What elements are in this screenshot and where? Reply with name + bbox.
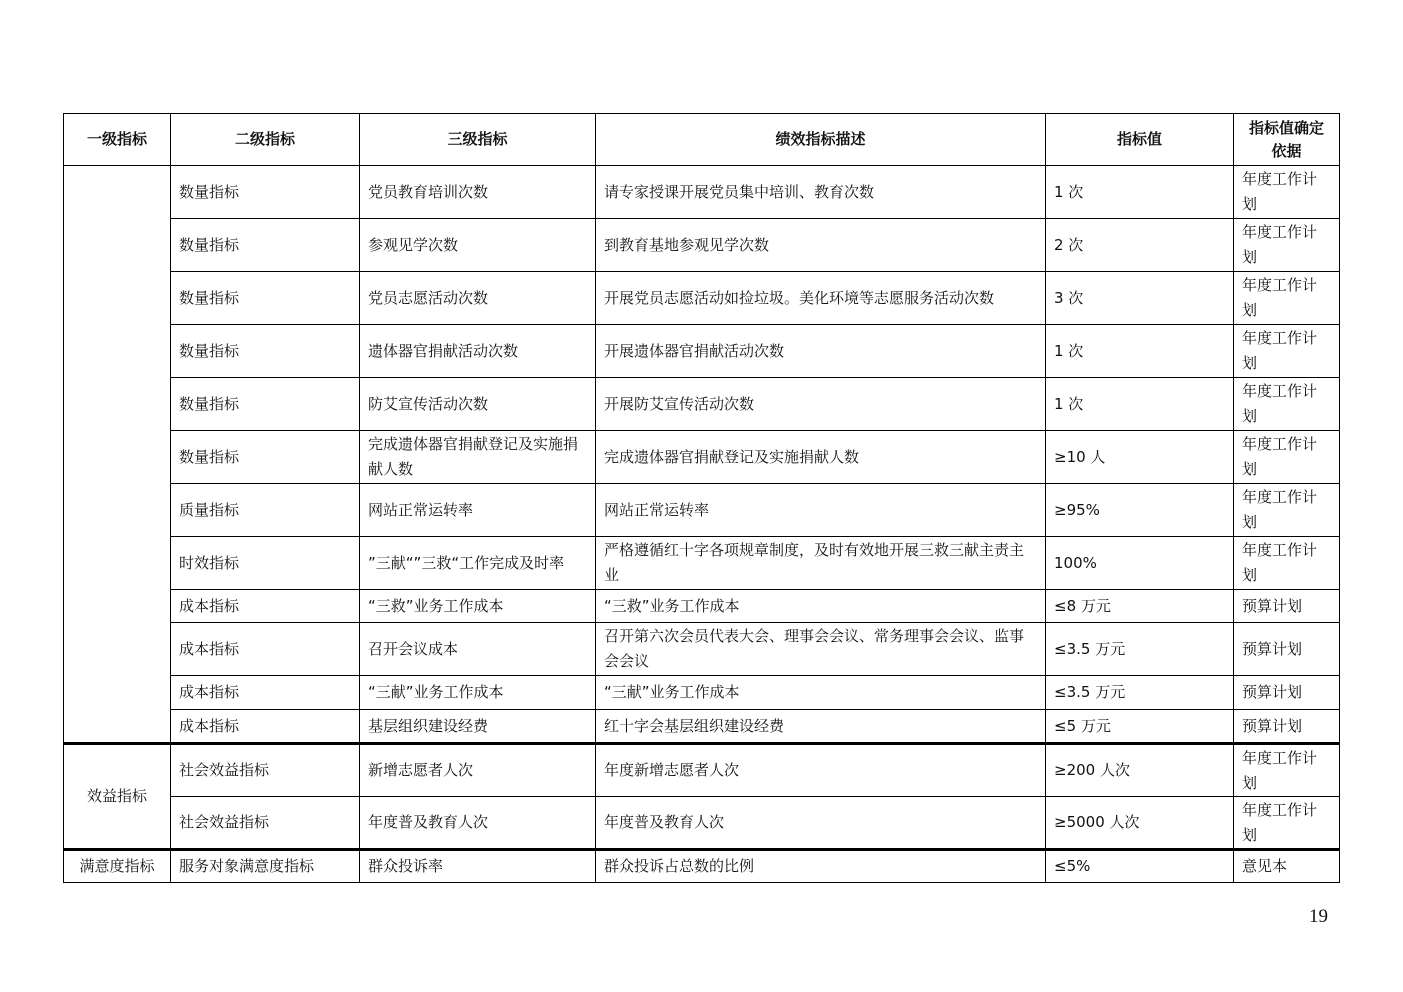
performance-indicator-table bbox=[63, 113, 1340, 883]
table-row bbox=[64, 623, 1340, 676]
cell-level3: 防艾宣传活动次数 bbox=[360, 378, 596, 431]
cell-description: 网站正常运转率 bbox=[596, 484, 1046, 537]
cell-description: 召开第六次会员代表大会、理事会会议、常务理事会会议、监事会会议 bbox=[596, 623, 1046, 676]
cell-basis: 预算计划 bbox=[1234, 623, 1340, 676]
cell-level2: 成本指标 bbox=[171, 676, 360, 710]
header-level3: 三级指标 bbox=[360, 114, 596, 166]
cell-level3: 党员志愿活动次数 bbox=[360, 272, 596, 325]
cell-level3: 基层组织建设经费 bbox=[360, 710, 596, 744]
cell-description: 红十字会基层组织建设经费 bbox=[596, 710, 1046, 744]
cell-value: ≥95% bbox=[1046, 484, 1234, 537]
cell-level2: 成本指标 bbox=[171, 623, 360, 676]
cell-basis: 年度工作计划 bbox=[1234, 797, 1340, 850]
table-row bbox=[64, 219, 1340, 272]
cell-level2: 数量指标 bbox=[171, 272, 360, 325]
cell-description: “三献”业务工作成本 bbox=[596, 676, 1046, 710]
cell-level2: 数量指标 bbox=[171, 431, 360, 484]
table-row bbox=[64, 166, 1340, 219]
cell-basis: 预算计划 bbox=[1234, 590, 1340, 623]
cell-level2: 数量指标 bbox=[171, 378, 360, 431]
table-row bbox=[64, 590, 1340, 623]
cell-level2: 数量指标 bbox=[171, 219, 360, 272]
cell-level3: “三救”业务工作成本 bbox=[360, 590, 596, 623]
group-cell-benefit: 效益指标 bbox=[64, 744, 171, 850]
cell-description: 开展防艾宣传活动次数 bbox=[596, 378, 1046, 431]
cell-value: 1 次 bbox=[1046, 378, 1234, 431]
group-cell-output bbox=[64, 166, 171, 744]
cell-level3: 完成遗体器官捐献登记及实施捐献人数 bbox=[360, 431, 596, 484]
cell-description: 完成遗体器官捐献登记及实施捐献人数 bbox=[596, 431, 1046, 484]
cell-description: 请专家授课开展党员集中培训、教育次数 bbox=[596, 166, 1046, 219]
header-level2: 二级指标 bbox=[171, 114, 360, 166]
cell-value: ≥10 人 bbox=[1046, 431, 1234, 484]
cell-level3: 遗体器官捐献活动次数 bbox=[360, 325, 596, 378]
table-row bbox=[64, 378, 1340, 431]
header-row bbox=[64, 114, 1340, 166]
cell-description: 严格遵循红十字各项规章制度，及时有效地开展三救三献主责主业 bbox=[596, 537, 1046, 590]
cell-basis: 预算计划 bbox=[1234, 676, 1340, 710]
group-cell-satisfaction: 满意度指标 bbox=[64, 850, 171, 883]
cell-basis: 年度工作计划 bbox=[1234, 537, 1340, 590]
cell-basis: 年度工作计划 bbox=[1234, 325, 1340, 378]
cell-value: ≤3.5 万元 bbox=[1046, 623, 1234, 676]
cell-basis: 年度工作计划 bbox=[1234, 272, 1340, 325]
cell-level3: 新增志愿者人次 bbox=[360, 744, 596, 797]
cell-value: 2 次 bbox=[1046, 219, 1234, 272]
table-row bbox=[64, 272, 1340, 325]
cell-level3: ”三献“”三救“工作完成及时率 bbox=[360, 537, 596, 590]
cell-description: “三救”业务工作成本 bbox=[596, 590, 1046, 623]
cell-basis: 年度工作计划 bbox=[1234, 166, 1340, 219]
cell-value: 100% bbox=[1046, 537, 1234, 590]
cell-level3: 年度普及教育人次 bbox=[360, 797, 596, 850]
cell-level2: 社会效益指标 bbox=[171, 744, 360, 797]
page-number: 19 bbox=[1309, 906, 1328, 927]
cell-value: ≤5 万元 bbox=[1046, 710, 1234, 744]
cell-level2: 成本指标 bbox=[171, 710, 360, 744]
cell-level2: 质量指标 bbox=[171, 484, 360, 537]
cell-value: ≥5000 人次 bbox=[1046, 797, 1234, 850]
cell-level3: “三献”业务工作成本 bbox=[360, 676, 596, 710]
cell-value: ≤8 万元 bbox=[1046, 590, 1234, 623]
cell-level3: 党员教育培训次数 bbox=[360, 166, 596, 219]
cell-level3: 参观见学次数 bbox=[360, 219, 596, 272]
cell-description: 到教育基地参观见学次数 bbox=[596, 219, 1046, 272]
cell-level3: 召开会议成本 bbox=[360, 623, 596, 676]
cell-basis: 年度工作计划 bbox=[1234, 744, 1340, 797]
header-description: 绩效指标描述 bbox=[596, 114, 1046, 166]
table-row bbox=[64, 431, 1340, 484]
cell-basis: 年度工作计划 bbox=[1234, 219, 1340, 272]
table-row bbox=[64, 325, 1340, 378]
cell-basis: 年度工作计划 bbox=[1234, 484, 1340, 537]
cell-description: 年度新增志愿者人次 bbox=[596, 744, 1046, 797]
cell-basis: 意见本 bbox=[1234, 850, 1340, 883]
table-row bbox=[64, 710, 1340, 744]
cell-description: 群众投诉占总数的比例 bbox=[596, 850, 1046, 883]
cell-description: 开展党员志愿活动如捡垃圾。美化环境等志愿服务活动次数 bbox=[596, 272, 1046, 325]
cell-value: ≤3.5 万元 bbox=[1046, 676, 1234, 710]
table-row bbox=[64, 797, 1340, 850]
cell-value: 1 次 bbox=[1046, 166, 1234, 219]
table-row bbox=[64, 850, 1340, 883]
cell-value: ≥200 人次 bbox=[1046, 744, 1234, 797]
cell-level2: 数量指标 bbox=[171, 325, 360, 378]
header-basis: 指标值确定依据 bbox=[1234, 114, 1340, 166]
header-value: 指标值 bbox=[1046, 114, 1234, 166]
cell-level2: 数量指标 bbox=[171, 166, 360, 219]
header-level1: 一级指标 bbox=[64, 114, 171, 166]
cell-basis: 年度工作计划 bbox=[1234, 378, 1340, 431]
cell-value: ≤5% bbox=[1046, 850, 1234, 883]
cell-value: 1 次 bbox=[1046, 325, 1234, 378]
table-row bbox=[64, 744, 1340, 797]
cell-level2: 社会效益指标 bbox=[171, 797, 360, 850]
cell-description: 年度普及教育人次 bbox=[596, 797, 1046, 850]
table-row bbox=[64, 676, 1340, 710]
cell-level3: 群众投诉率 bbox=[360, 850, 596, 883]
table-row bbox=[64, 484, 1340, 537]
cell-level3: 网站正常运转率 bbox=[360, 484, 596, 537]
cell-level2: 成本指标 bbox=[171, 590, 360, 623]
cell-level2: 服务对象满意度指标 bbox=[171, 850, 360, 883]
table-row bbox=[64, 537, 1340, 590]
cell-basis: 预算计划 bbox=[1234, 710, 1340, 744]
cell-description: 开展遗体器官捐献活动次数 bbox=[596, 325, 1046, 378]
cell-value: 3 次 bbox=[1046, 272, 1234, 325]
cell-level2: 时效指标 bbox=[171, 537, 360, 590]
cell-basis: 年度工作计划 bbox=[1234, 431, 1340, 484]
